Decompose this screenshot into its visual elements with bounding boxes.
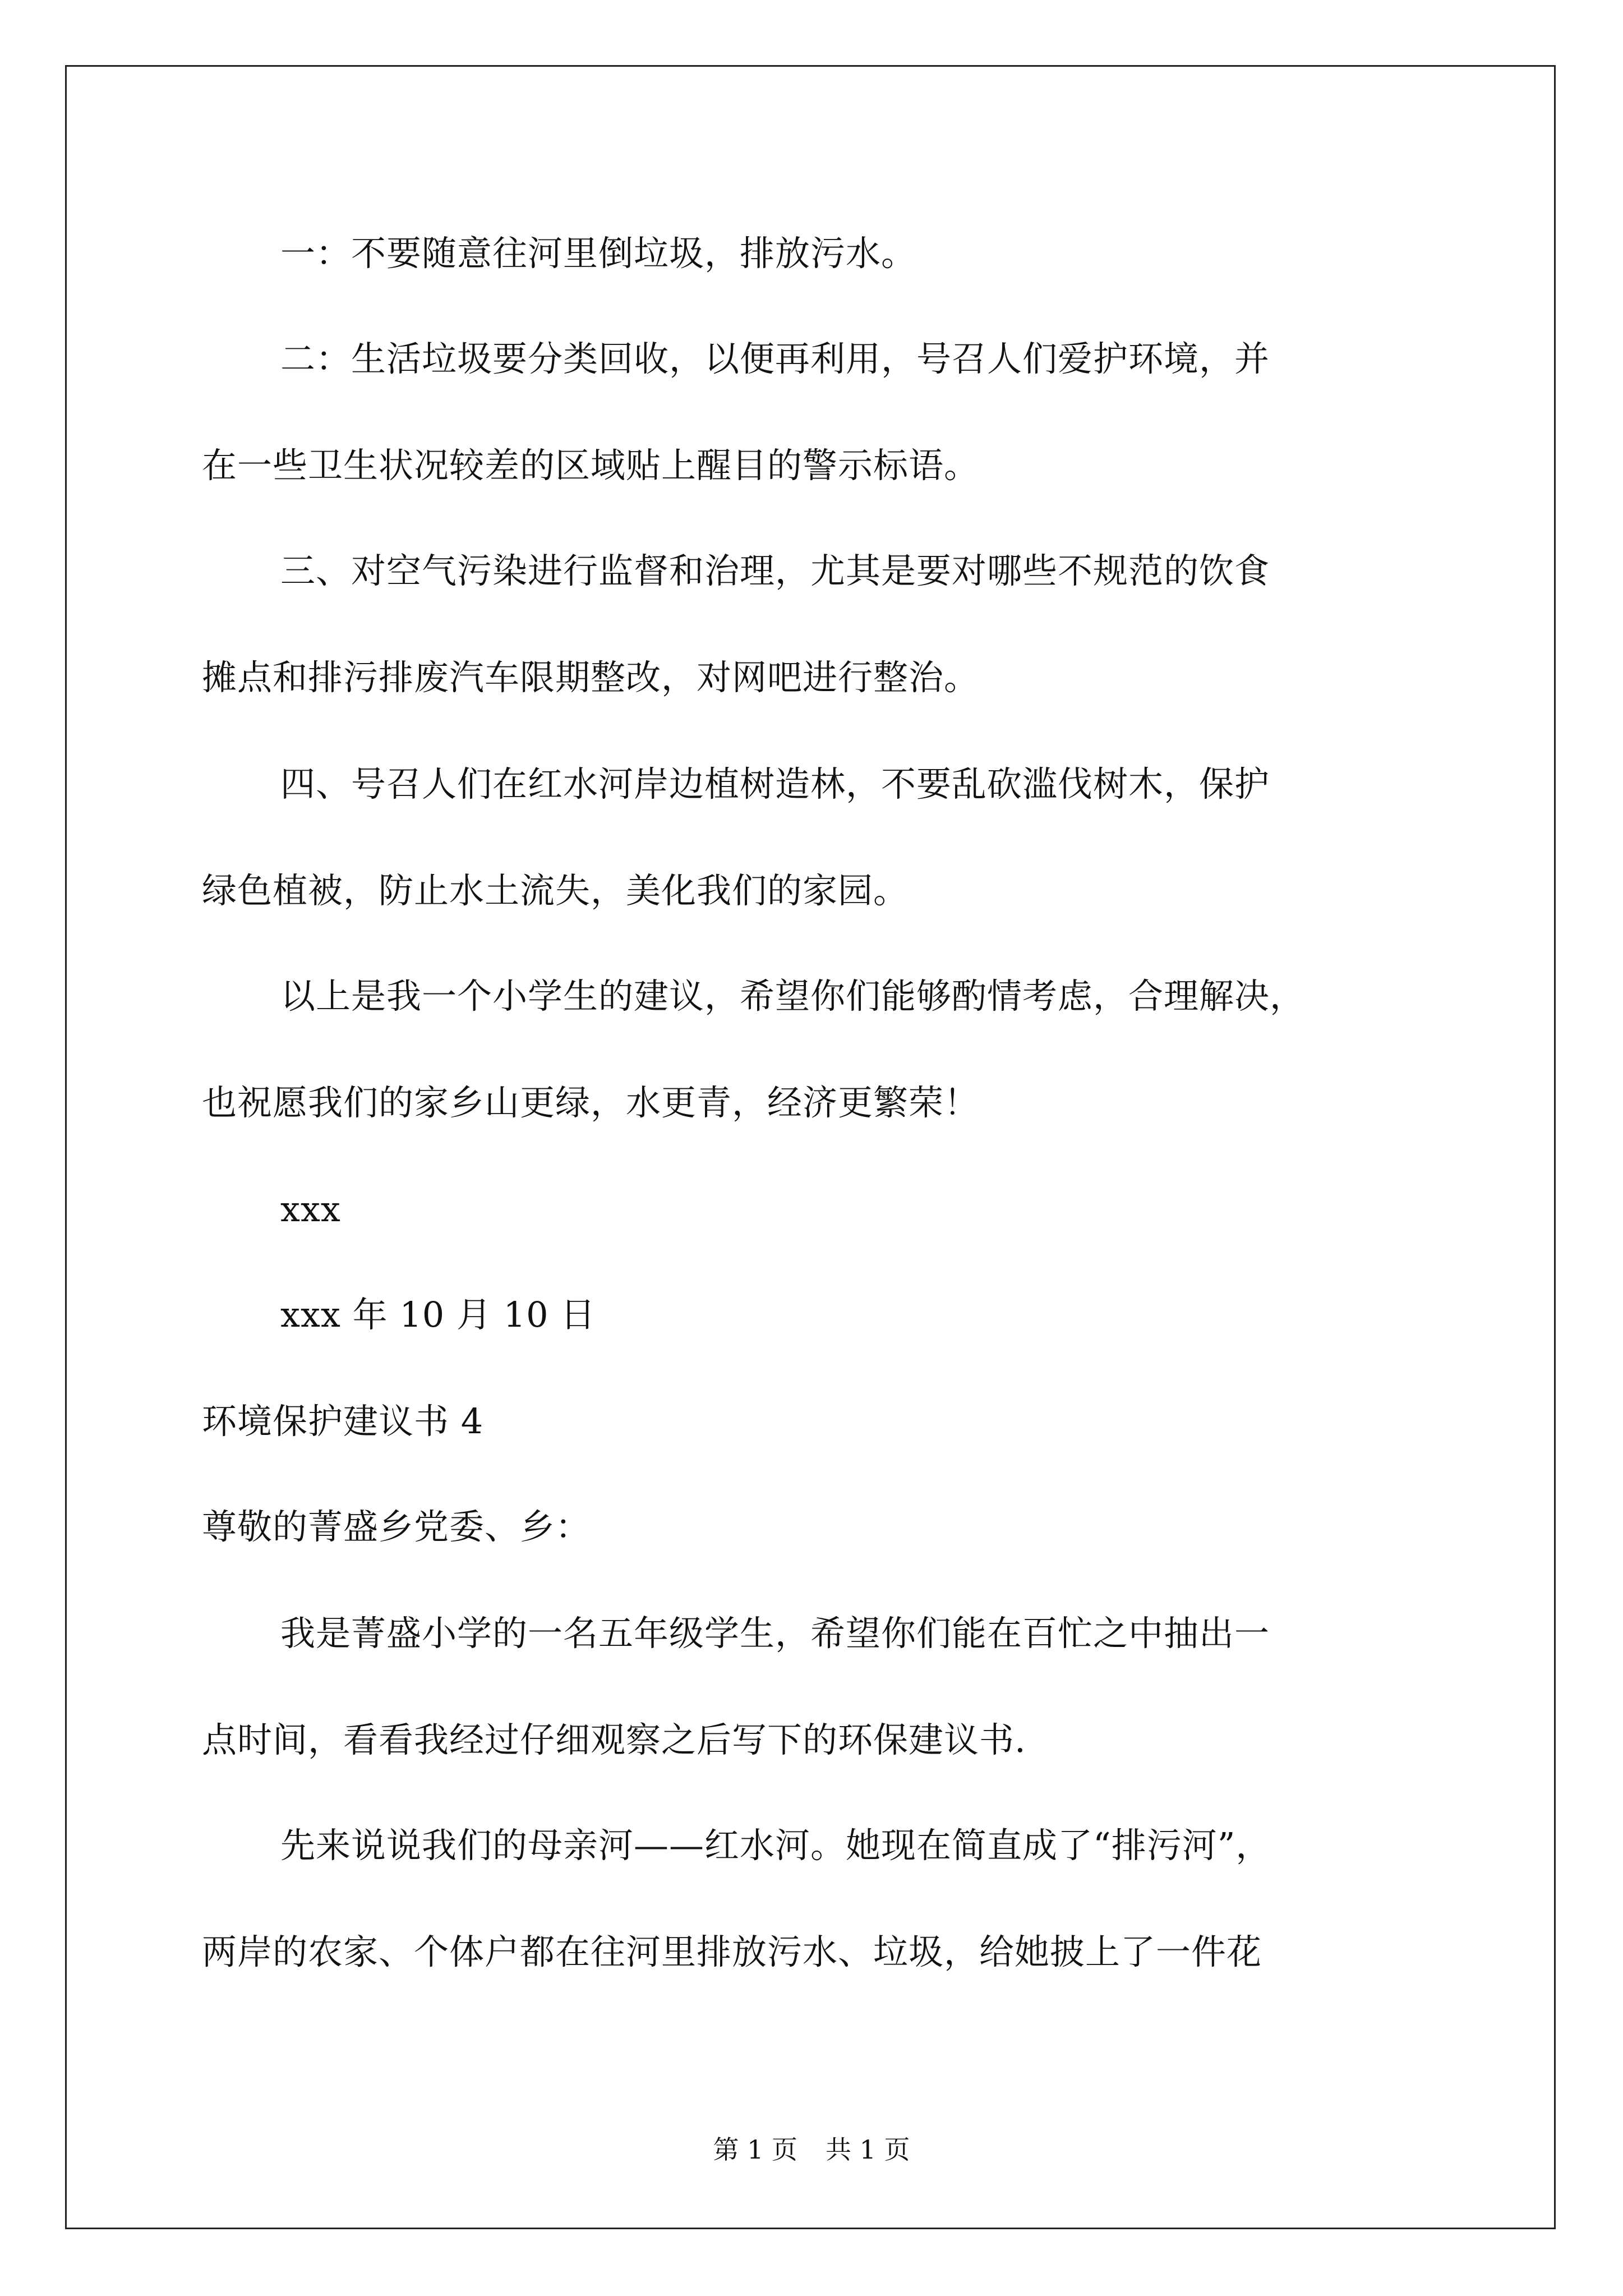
text-line: 摊点和排污排废汽车限期整改，对网吧进行整治。 bbox=[202, 657, 980, 698]
text-line: 四、号召人们在红水河岸边植树造林，不要乱砍滥伐树木，保护 bbox=[280, 763, 1270, 804]
text-line: 以上是我一个小学生的建议，希望你们能够酌情考虑，合理解决， bbox=[280, 976, 1306, 1016]
page-number: 第 1 页 bbox=[713, 2134, 797, 2165]
page-total: 共 1 页 bbox=[826, 2134, 910, 2165]
page-footer bbox=[0, 2133, 1623, 2166]
text-line: 两岸的农家、个体户都在往河里排放污水、垃圾，给她披上了一件花 bbox=[202, 1931, 1262, 1972]
text-line: 一：不要随意往河里倒垃圾，排放污水。 bbox=[280, 233, 917, 274]
section-title: 环境保护建议书 4 bbox=[202, 1401, 484, 1442]
signature-name: xxx bbox=[280, 1189, 341, 1230]
text-line: 二：生活垃圾要分类回收，以便再利用，号召人们爱护环境，并 bbox=[280, 338, 1270, 379]
text-line: 也祝愿我们的家乡山更绿，水更青，经济更繁荣！ bbox=[202, 1082, 980, 1123]
salutation: 尊敬的菁盛乡党委、乡： bbox=[202, 1506, 591, 1547]
text-line: 先来说说我们的母亲河——红水河。她现在简直成了“排污河”， bbox=[280, 1825, 1271, 1866]
text-line: 绿色植被，防止水土流失，美化我们的家园。 bbox=[202, 870, 909, 911]
page-border bbox=[65, 65, 1556, 2229]
text-line: 我是菁盛小学的一名五年级学生，希望你们能在百忙之中抽出一 bbox=[280, 1613, 1270, 1654]
signature-date: xxx 年 10 月 10 日 bbox=[280, 1294, 596, 1335]
text-line: 在一些卫生状况较差的区域贴上醒目的警示标语。 bbox=[202, 445, 980, 486]
text-line: 点时间，看看我经过仔细观察之后写下的环保建议书. bbox=[202, 1719, 1026, 1760]
text-line: 三、对空气污染进行监督和治理，尤其是要对哪些不规范的饮食 bbox=[280, 550, 1270, 591]
